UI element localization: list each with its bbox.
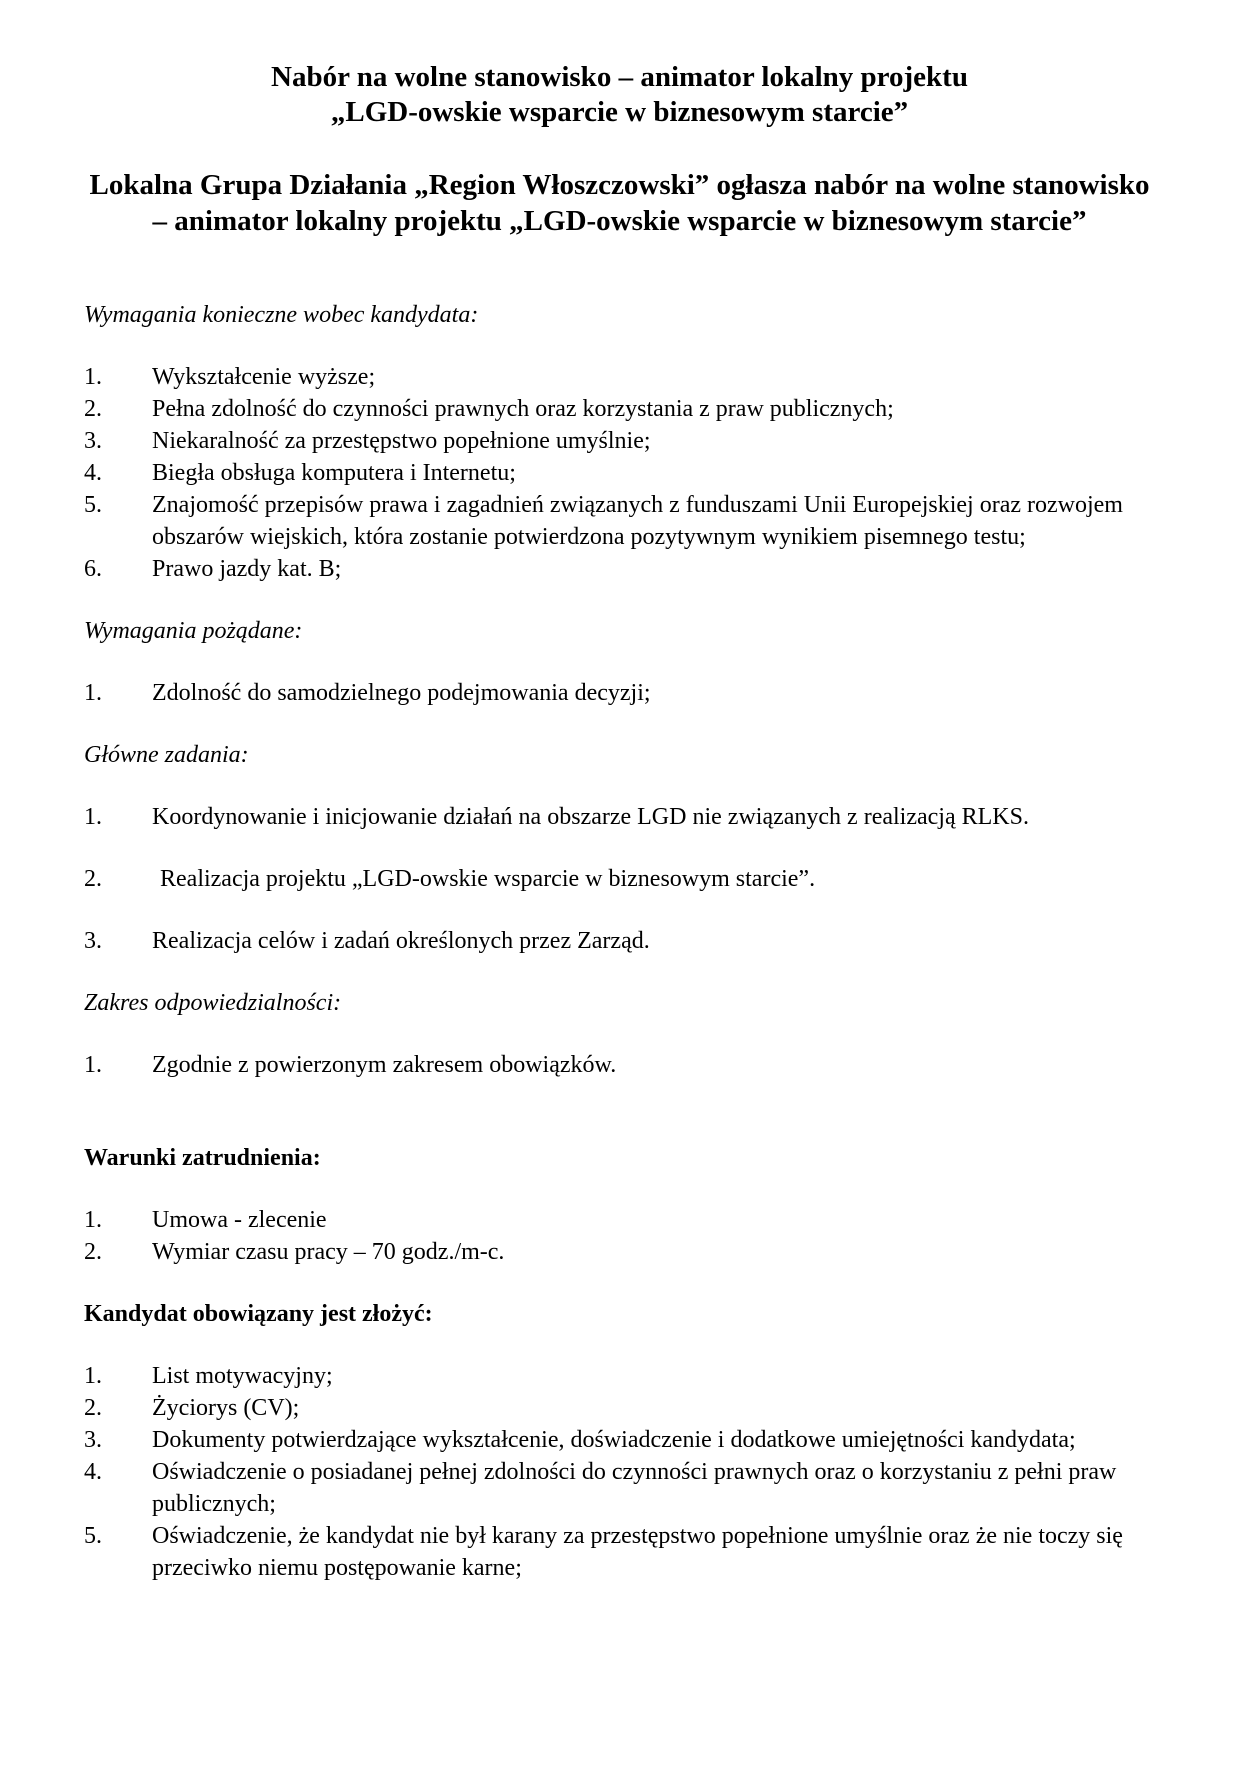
section-heading: Wymagania pożądane: <box>84 618 303 644</box>
list-item-text: List motywacyjny; <box>152 1363 333 1389</box>
list-item <box>84 361 1155 393</box>
list-item-text: Biegła obsługa komputera i Internetu; <box>152 460 516 486</box>
section-warunki-zatrudnienia <box>84 1142 1155 1268</box>
section-heading: Warunki zatrudnienia: <box>84 1145 321 1171</box>
list-item <box>84 801 1155 833</box>
list-item-number: 4. <box>84 1459 102 1485</box>
list-item-number: 1. <box>84 680 102 706</box>
list-item-number: 1. <box>84 1363 102 1389</box>
list-item-text: Wymiar czasu pracy – 70 godz./m-c. <box>152 1239 505 1265</box>
list-item <box>84 1360 1155 1392</box>
list-item-text: Realizacja projektu „LGD-owskie wsparcie w biznesowym starcie”. <box>160 866 816 892</box>
section-wymagania-konieczne <box>84 299 1155 585</box>
section-heading: Zakres odpowiedzialności: <box>84 990 342 1016</box>
list-item-text: Koordynowanie i inicjowanie działań na obszarze LGD nie związanych z realizacją RLKS. <box>152 804 1029 830</box>
list-item-number: 4. <box>84 460 102 486</box>
list-item <box>84 1236 1155 1268</box>
list-item <box>84 1520 1155 1584</box>
section-heading: Kandydat obowiązany jest złożyć: <box>84 1301 433 1327</box>
title-line-1: Nabór na wolne stanowisko – animator lokalny projektu <box>271 61 968 93</box>
list-item <box>84 1392 1155 1424</box>
list-item-text: Oświadczenie, że kandydat nie był karany za przestępstwo popełnione umyślnie oraz że nie toczy się przeciwko niemu postępowanie karne; <box>152 1523 1123 1581</box>
list-item-text: Znajomość przepisów prawa i zagadnień związanych z funduszami Unii Europejskiej oraz rozwojem obszarów wiejskich, która zostanie potwierdzona pozytywnym wynikiem pisemnego testu; <box>152 492 1123 550</box>
list <box>84 1360 1155 1584</box>
document-body <box>84 299 1155 1584</box>
list-item-number: 1. <box>84 364 102 390</box>
section-zakres-odpowiedzialnosci <box>84 987 1155 1081</box>
list-item-text: Dokumenty potwierdzające wykształcenie, doświadczenie i dodatkowe umiejętności kandydata; <box>152 1427 1076 1453</box>
list <box>84 801 1155 957</box>
list-item-number: 3. <box>84 1427 102 1453</box>
list-item-number: 2. <box>84 1395 102 1421</box>
list-item <box>84 457 1155 489</box>
list-item-text: Niekaralność za przestępstwo popełnione umyślnie; <box>152 428 651 454</box>
list-item-text: Prawo jazdy kat. B; <box>152 556 342 582</box>
list-item-number: 3. <box>84 928 102 954</box>
list-item-number: 1. <box>84 1052 102 1078</box>
list-item <box>84 1456 1155 1520</box>
list-item-text: Umowa - zlecenie <box>152 1207 327 1233</box>
section-wymagania-pozadane <box>84 615 1155 709</box>
list <box>84 361 1155 585</box>
document-title <box>84 60 1155 130</box>
list-item-text: Oświadczenie o posiadanej pełnej zdolności do czynności prawnych oraz o korzystaniu z pełni praw publicznych; <box>152 1459 1117 1517</box>
section-heading: Wymagania konieczne wobec kandydata: <box>84 302 479 328</box>
list-item <box>84 863 1155 895</box>
list-item-text: Pełna zdolność do czynności prawnych oraz korzystania z praw publicznych; <box>152 396 894 422</box>
list-item-number: 1. <box>84 1207 102 1233</box>
section-kandydat-dokumenty <box>84 1298 1155 1584</box>
document-subtitle: Lokalna Grupa Działania „Region Włoszczowski” ogłasza nabór na wolne stanowisko – animator lokalny projektu „LGD-owskie wsparcie w biznesowym starcie” <box>89 169 1150 237</box>
list-item-number: 6. <box>84 556 102 582</box>
list-item <box>84 925 1155 957</box>
section-glowne-zadania <box>84 739 1155 957</box>
list-item-number: 1. <box>84 804 102 830</box>
list-item-number: 5. <box>84 492 102 518</box>
list-item-text: Wykształcenie wyższe; <box>152 364 376 390</box>
list-item-text: Zgodnie z powierzonym zakresem obowiązków. <box>152 1052 617 1078</box>
list-item-number: 3. <box>84 428 102 454</box>
list-item-number: 2. <box>84 396 102 422</box>
list-item <box>84 1049 1155 1081</box>
list-item <box>84 677 1155 709</box>
list <box>84 1049 1155 1081</box>
section-heading: Główne zadania: <box>84 742 249 768</box>
list-item-text: Życiorys (CV); <box>152 1395 300 1421</box>
list-item <box>84 489 1155 553</box>
list-item-number: 5. <box>84 1523 102 1549</box>
list-item <box>84 1204 1155 1236</box>
list-item <box>84 553 1155 585</box>
list-item-text: Realizacja celów i zadań określonych przez Zarząd. <box>152 928 650 954</box>
list <box>84 1204 1155 1268</box>
list-item-number: 2. <box>84 1239 102 1265</box>
list-item <box>84 1424 1155 1456</box>
list-item-text: Zdolność do samodzielnego podejmowania decyzji; <box>152 680 651 706</box>
document-header <box>84 60 1155 239</box>
list-item <box>84 425 1155 457</box>
list <box>84 677 1155 709</box>
list-item <box>84 393 1155 425</box>
list-item-number: 2. <box>84 866 102 892</box>
title-line-2: „LGD-owskie wsparcie w biznesowym starcie” <box>330 96 909 128</box>
